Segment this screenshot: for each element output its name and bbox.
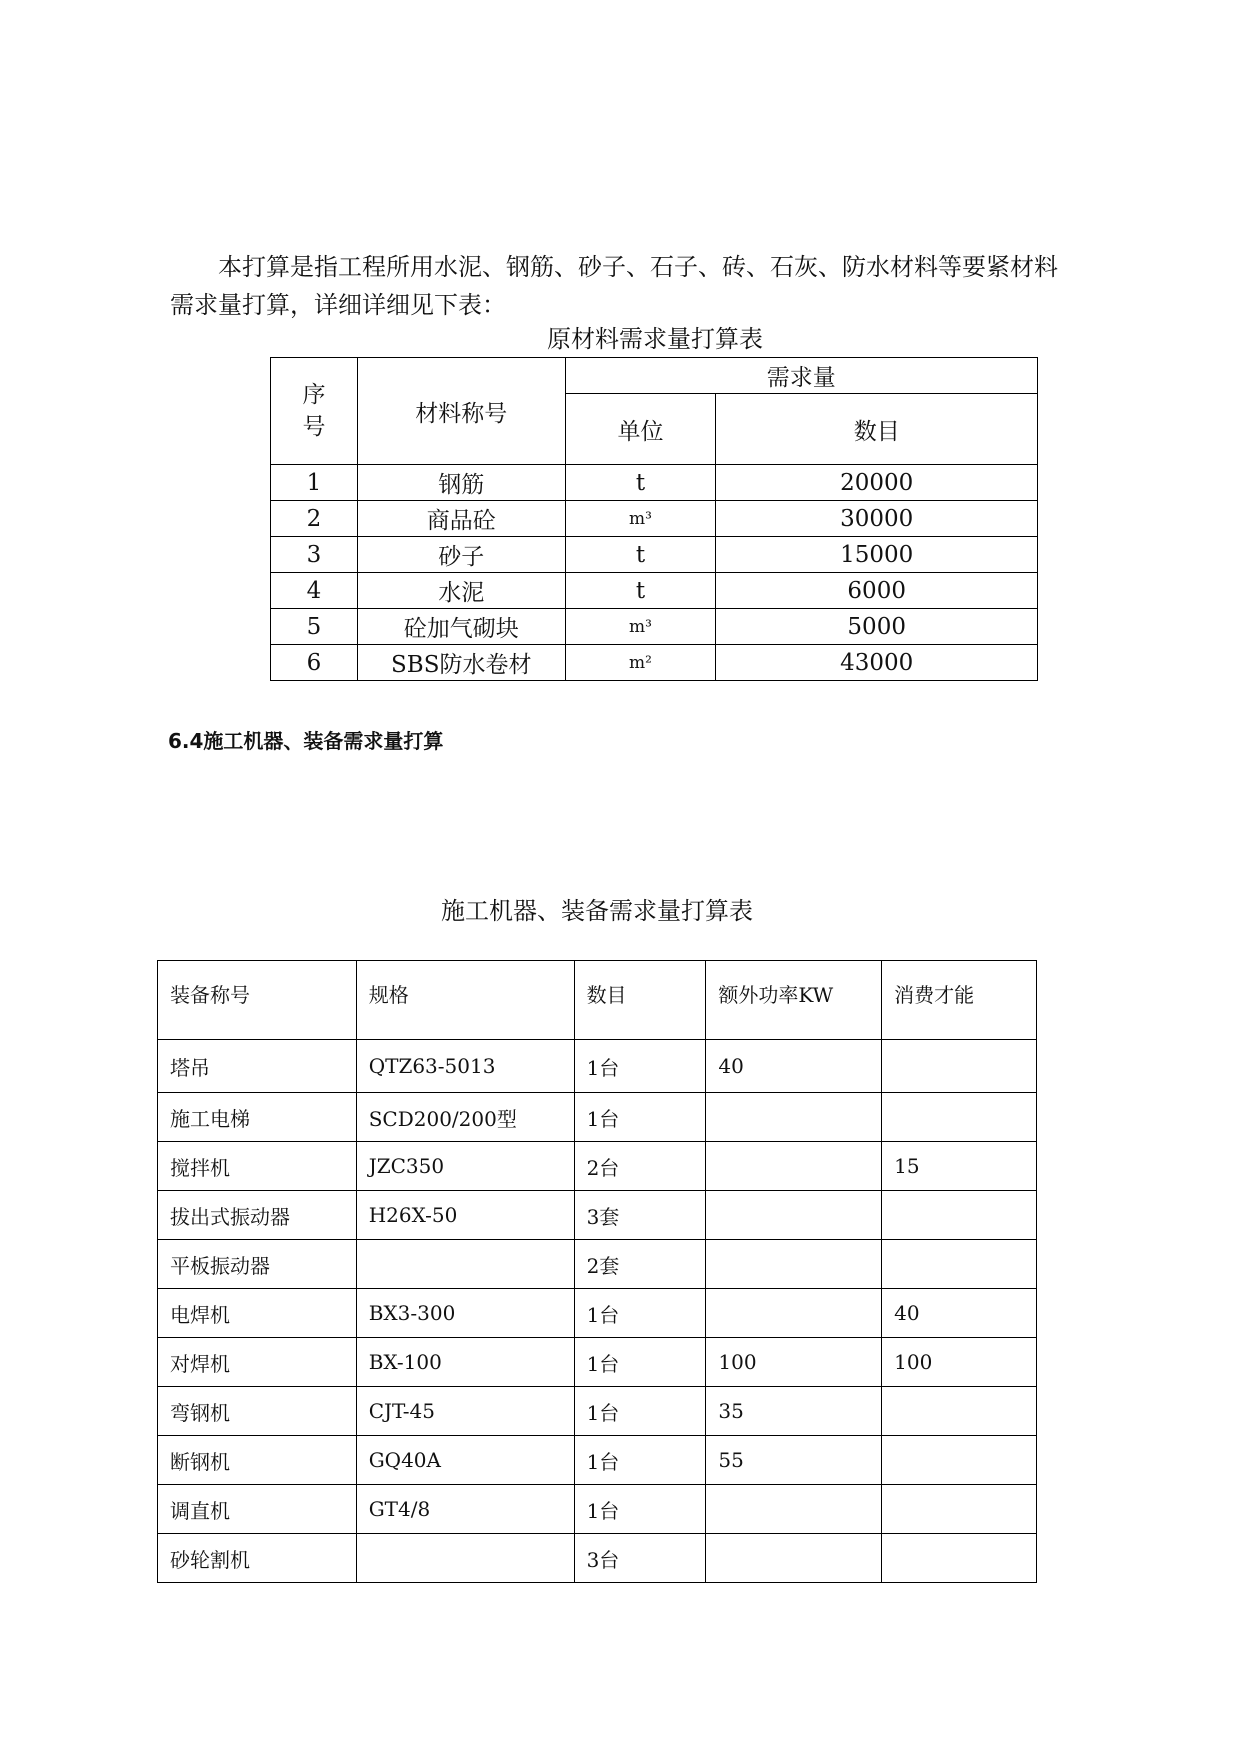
- header-demand: 需求量: [565, 358, 1037, 394]
- cell-count: 1台: [574, 1289, 706, 1338]
- materials-table-title: 原材料需求量打算表: [547, 325, 763, 353]
- cell-capacity: 40: [882, 1289, 1037, 1338]
- cell-unit: m²: [565, 645, 716, 681]
- cell-quantity: 20000: [716, 465, 1038, 501]
- intro-line-2: 需求量打算，详细详细见下表：: [170, 291, 506, 319]
- cell-equipment-name: 对焊机: [158, 1338, 357, 1387]
- cell-spec: CJT-45: [356, 1387, 574, 1436]
- table-header-row: [158, 961, 1037, 1040]
- cell-quantity: 43000: [716, 645, 1038, 681]
- cell-equipment-name: 电焊机: [158, 1289, 357, 1338]
- cell-unit: m³: [565, 609, 716, 645]
- cell-equipment-name: 拔出式振动器: [158, 1191, 357, 1240]
- cell-seq: 1: [271, 465, 358, 501]
- cell-capacity: [882, 1436, 1037, 1485]
- table-row: [158, 1040, 1037, 1093]
- table-row: [271, 645, 1038, 681]
- cell-rated-power: [706, 1191, 882, 1240]
- cell-spec: [356, 1240, 574, 1289]
- cell-spec: QTZ63-5013: [356, 1040, 574, 1093]
- cell-seq: 2: [271, 501, 358, 537]
- cell-unit: t: [565, 537, 716, 573]
- table-row: [271, 501, 1038, 537]
- table-row: [158, 1240, 1037, 1289]
- cell-capacity: [882, 1040, 1037, 1093]
- cell-spec: GT4/8: [356, 1485, 574, 1534]
- table-row: [158, 1338, 1037, 1387]
- cell-count: 3台: [574, 1534, 706, 1583]
- table-row: [271, 573, 1038, 609]
- cell-capacity: [882, 1240, 1037, 1289]
- cell-rated-power: 55: [706, 1436, 882, 1485]
- table-row: [158, 1142, 1037, 1191]
- cell-unit: t: [565, 465, 716, 501]
- section-heading: 6.4施工机器、装备需求量打算: [168, 729, 444, 753]
- table-row: [158, 1436, 1037, 1485]
- cell-equipment-name: 搅拌机: [158, 1142, 357, 1191]
- cell-seq: 6: [271, 645, 358, 681]
- cell-rated-power: 40: [706, 1040, 882, 1093]
- cell-equipment-name: 断钢机: [158, 1436, 357, 1485]
- cell-quantity: 6000: [716, 573, 1038, 609]
- cell-equipment-name: 平板振动器: [158, 1240, 357, 1289]
- cell-equipment-name: 调直机: [158, 1485, 357, 1534]
- header-seq: 序号: [271, 358, 358, 465]
- cell-count: 1台: [574, 1093, 706, 1142]
- cell-spec: GQ40A: [356, 1436, 574, 1485]
- cell-rated-power: [706, 1142, 882, 1191]
- cell-unit: t: [565, 573, 716, 609]
- cell-quantity: 30000: [716, 501, 1038, 537]
- cell-unit: m³: [565, 501, 716, 537]
- header-capacity: 消费才能: [882, 961, 1037, 1040]
- intro-line-1: 本打算是指工程所用水泥、钢筋、砂子、石子、砖、石灰、防水材料等要紧材料: [218, 253, 1058, 281]
- table-row: [158, 1534, 1037, 1583]
- cell-rated-power: 35: [706, 1387, 882, 1436]
- cell-rated-power: [706, 1240, 882, 1289]
- cell-rated-power: [706, 1289, 882, 1338]
- cell-name: 钢筋: [357, 465, 565, 501]
- cell-count: 3套: [574, 1191, 706, 1240]
- header-equipment-name: 装备称号: [158, 961, 357, 1040]
- header-unit: 单位: [565, 394, 716, 465]
- cell-count: 1台: [574, 1436, 706, 1485]
- table-row: [158, 1191, 1037, 1240]
- cell-spec: JZC350: [356, 1142, 574, 1191]
- header-quantity: 数目: [716, 394, 1038, 465]
- materials-table: [270, 357, 1038, 681]
- cell-name: SBS防水卷材: [357, 645, 565, 681]
- table-row: [158, 1387, 1037, 1436]
- header-rated-power: 额外功率KW: [706, 961, 882, 1040]
- cell-name: 水泥: [357, 573, 565, 609]
- header-spec: 规格: [356, 961, 574, 1040]
- cell-equipment-name: 塔吊: [158, 1040, 357, 1093]
- cell-name: 砂子: [357, 537, 565, 573]
- cell-rated-power: [706, 1534, 882, 1583]
- table-row: [271, 465, 1038, 501]
- equipment-table: [157, 960, 1037, 1583]
- intro-paragraph: [170, 248, 1100, 324]
- cell-seq: 3: [271, 537, 358, 573]
- cell-capacity: [882, 1387, 1037, 1436]
- cell-equipment-name: 弯钢机: [158, 1387, 357, 1436]
- cell-count: 1台: [574, 1485, 706, 1534]
- cell-quantity: 5000: [716, 609, 1038, 645]
- header-count: 数目: [574, 961, 706, 1040]
- table-row: [271, 537, 1038, 573]
- cell-spec: H26X-50: [356, 1191, 574, 1240]
- cell-capacity: 15: [882, 1142, 1037, 1191]
- cell-rated-power: 100: [706, 1338, 882, 1387]
- table-row: [158, 1485, 1037, 1534]
- cell-seq: 4: [271, 573, 358, 609]
- cell-count: 1台: [574, 1338, 706, 1387]
- table-row: [271, 609, 1038, 645]
- cell-rated-power: [706, 1093, 882, 1142]
- cell-spec: BX3-300: [356, 1289, 574, 1338]
- cell-count: 2套: [574, 1240, 706, 1289]
- cell-spec: BX-100: [356, 1338, 574, 1387]
- cell-spec: [356, 1534, 574, 1583]
- cell-quantity: 15000: [716, 537, 1038, 573]
- cell-count: 1台: [574, 1040, 706, 1093]
- cell-count: 2台: [574, 1142, 706, 1191]
- cell-equipment-name: 施工电梯: [158, 1093, 357, 1142]
- cell-capacity: [882, 1191, 1037, 1240]
- table-row: [158, 1289, 1037, 1338]
- cell-capacity: [882, 1093, 1037, 1142]
- cell-spec: SCD200/200型: [356, 1093, 574, 1142]
- cell-capacity: [882, 1485, 1037, 1534]
- header-name: 材料称号: [357, 358, 565, 465]
- cell-capacity: [882, 1534, 1037, 1583]
- cell-name: 砼加气砌块: [357, 609, 565, 645]
- cell-name: 商品砼: [357, 501, 565, 537]
- equipment-table-title: 施工机器、装备需求量打算表: [441, 897, 753, 925]
- cell-seq: 5: [271, 609, 358, 645]
- cell-count: 1台: [574, 1387, 706, 1436]
- cell-rated-power: [706, 1485, 882, 1534]
- cell-capacity: 100: [882, 1338, 1037, 1387]
- table-row: [158, 1093, 1037, 1142]
- cell-equipment-name: 砂轮割机: [158, 1534, 357, 1583]
